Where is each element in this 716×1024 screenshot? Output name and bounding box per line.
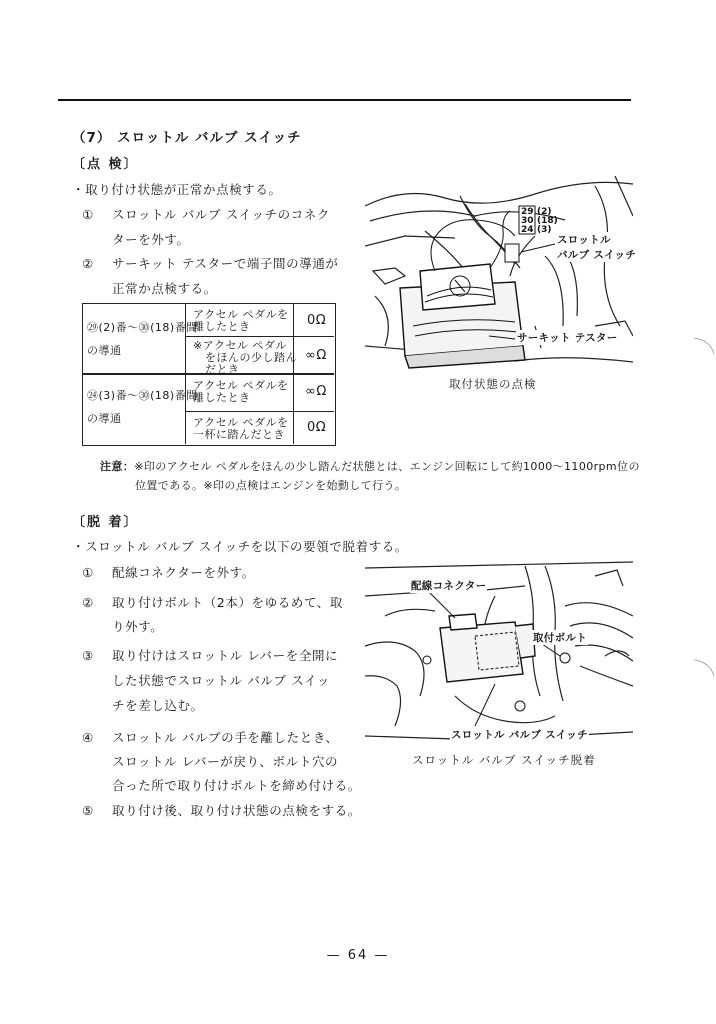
table-divider (185, 411, 334, 412)
inspection-intro: ・取り付け状態が正常か点検する。 (72, 182, 282, 197)
table-row1-label: ㉙(2)番〜㉚(18)番間 の導通 (87, 321, 198, 357)
table-row2-value-b: 0Ω (307, 420, 327, 435)
removal-step-5: ⑤ 取り付け後、取り付け状態の点検をする。 (82, 803, 361, 818)
terminal-label: (18) (537, 216, 558, 226)
step-number: ② (82, 256, 94, 271)
step-number: ⑤ (82, 803, 94, 818)
figure1-caption: 取付状態の点検 (449, 377, 537, 391)
section-title: （7） スロットル バルブ スイッチ (72, 130, 302, 146)
note-line-1: 注意：※印のアクセル ペダルをほんの少し踏んだ状態とは、エンジン回転にして約1000〜1100rpm位の (100, 460, 640, 473)
table-row1-condition-b: ※アクセル ペダル をほんの少し踏ん だとき (193, 339, 297, 376)
removal-step-3-cont: した状態でスロットル バルブ スイッ (112, 673, 330, 688)
removal-step-3-cont: チを差し込む。 (112, 698, 204, 713)
table-row2-value-a: ∞Ω (305, 384, 327, 399)
inspection-step-2 (82, 254, 339, 272)
removal-intro: ・スロットル バルブ スイッチを以下の要領で脱着する。 (72, 539, 408, 554)
note-line-2: 位置である。※印の点検はエンジンを始動して行う。 (135, 479, 407, 492)
removal-step-1: ① 配線コネクターを外す。 (82, 565, 255, 580)
margin-mark (694, 658, 716, 678)
removal-step-4-cont: スロットル レバーが戻り、ボルト穴の (112, 754, 339, 769)
figure2-caption: スロットル バルブ スイッチ脱着 (412, 753, 596, 767)
figure2-label-connector: 配線コネクター (411, 580, 487, 592)
terminal-label: 30 (521, 216, 534, 226)
step-text: サーキット テスターで端子間の導通が (112, 256, 339, 271)
table-row1-condition-a: アクセル ペダルを 離したとき (193, 308, 289, 333)
inspection-step-2-cont: 正常か点検する。 (112, 281, 217, 296)
step-text: スロットル バルブ スイッチのコネク (112, 207, 330, 222)
table-row2-label: ㉔(3)番〜㉚(18)番間 の導通 (87, 389, 198, 425)
inspection-step-1-cont: ターを外す。 (112, 232, 190, 247)
inspection-step-1 (82, 205, 330, 223)
note-label: 注意： (100, 460, 135, 473)
figure1-label-switch: スロットル バルブ スイッチ (557, 234, 637, 261)
table-row1-value-a: 0Ω (307, 313, 327, 328)
margin-mark (694, 336, 716, 356)
step-number: ② (82, 595, 94, 610)
removal-step-2-cont: り外す。 (112, 619, 164, 634)
throttle-switch-illustration (365, 556, 633, 744)
table-row2-condition-b: アクセル ペダルを 一杯に踏んだとき (193, 416, 289, 441)
table-row1-value-b: ∞Ω (305, 348, 327, 363)
step-number: ① (82, 207, 94, 222)
removal-step-3: ③ 取り付けはスロットル レバーを全開に (82, 648, 339, 663)
continuity-table (82, 303, 336, 446)
removal-heading: 〔脱 着〕 (72, 515, 139, 530)
header-rule (58, 99, 631, 101)
figure2-label-bolt: 取付ボルト (533, 632, 587, 644)
step-number: ③ (82, 648, 94, 663)
terminal-label: 29 (521, 207, 534, 217)
inspection-heading: 〔点 検〕 (72, 157, 139, 172)
figure2-label-switch: スロットル バルブ スイッチ (451, 729, 588, 741)
figure1-label-tester: サーキット テスター (517, 332, 618, 344)
terminal-label: (2) (537, 207, 552, 217)
step-number: ① (82, 565, 94, 580)
removal-step-2: ② 取り付けボルト（2本）をゆるめて、取 (82, 595, 344, 610)
removal-figure (365, 556, 633, 744)
removal-step-4-cont: 合った所で取り付けボルトを締め付ける。 (112, 778, 361, 793)
terminal-label: 24 (521, 225, 534, 235)
page-number: — 64 — (326, 948, 390, 963)
step-number: ④ (82, 730, 94, 745)
terminal-label: (3) (537, 225, 552, 235)
table-divider (185, 336, 334, 337)
table-row2-condition-a: アクセル ペダルを 離したとき (193, 379, 289, 404)
removal-step-4: ④ スロットル バルブの手を離したとき、 (82, 730, 339, 745)
